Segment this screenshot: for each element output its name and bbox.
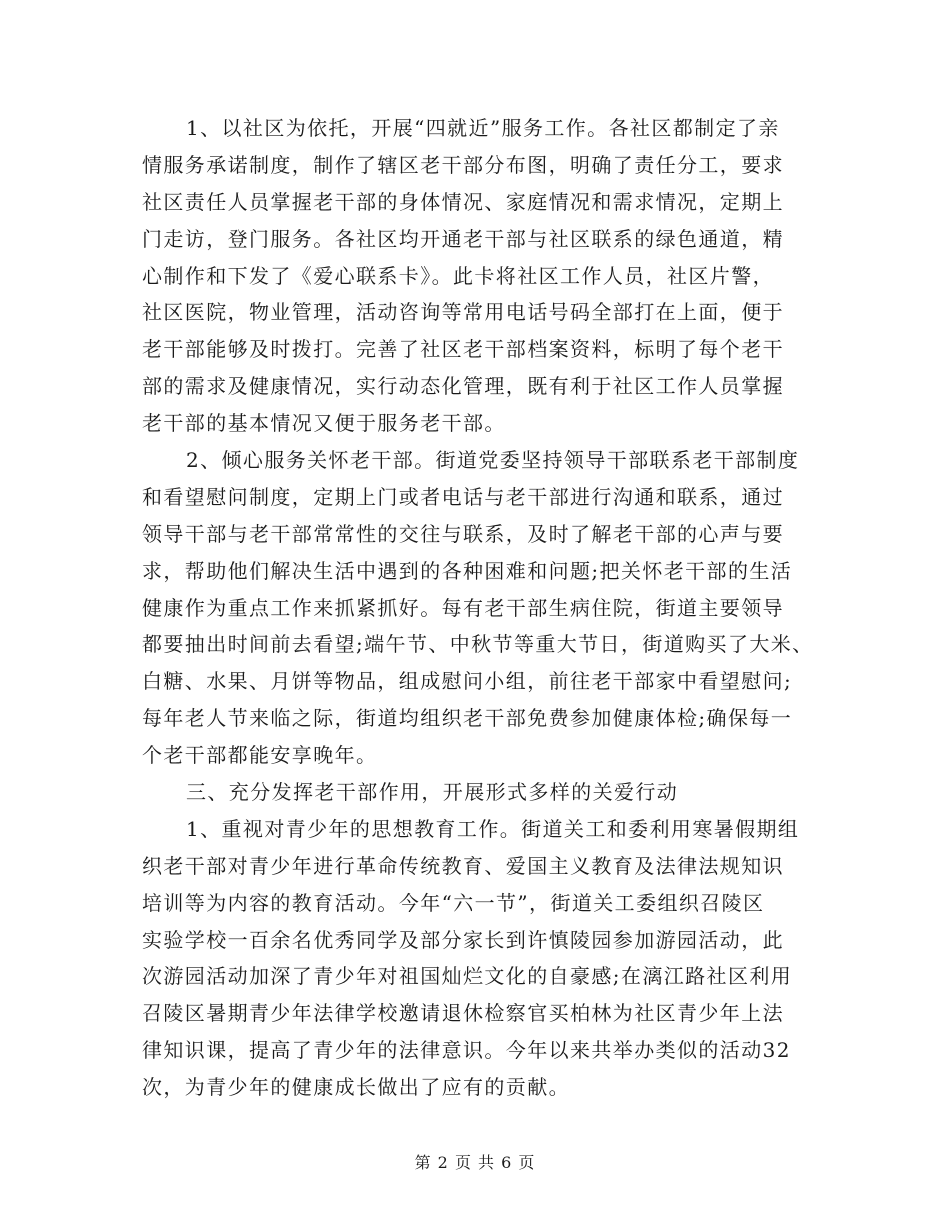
text-line: 实验学校一百余名优秀同学及部分家长到许慎陵园参加游园活动，此 (142, 927, 784, 952)
text-line: 织老干部对青少年进行革命传统教育、爱国主义教育及法律法规知识 (142, 853, 784, 878)
text-line: 律知识课，提高了青少年的法律意识。今年以来共举办类似的活动32 (142, 1038, 791, 1063)
text-line: 情服务承诺制度，制作了辖区老干部分布图，明确了责任分工，要求 (142, 152, 784, 177)
text-line: 培训等为内容的教育活动。今年“六一节”，街道关工委组织召陵区 (142, 890, 765, 915)
page-number-footer: 第 2 页 共 6 页 (414, 1153, 536, 1172)
paragraph (142, 442, 822, 774)
text-line: 社区医院，物业管理，活动咨询等常用电话号码全部打在上面，便于 (142, 300, 784, 325)
section-heading (142, 774, 822, 811)
text-line: 社区责任人员掌握老干部的身体情况、家庭情况和需求情况，定期上 (142, 189, 784, 214)
paragraph (142, 811, 822, 1106)
text-line: 1、以社区为依托，开展“四就近”服务工作。各社区都制定了亲 (186, 116, 780, 140)
text-line: 个老干部都能安享晚年。 (142, 743, 378, 768)
text-line: 召陵区暑期青少年法律学校邀请退休检察官买柏林为社区青少年上法 (142, 1001, 784, 1026)
text-line: 部的需求及健康情况，实行动态化管理，既有利于社区工作人员掌握 (142, 374, 784, 399)
text-line: 次游园活动加深了青少年对祖国灿烂文化的自豪感;在漓江路社区利用 (142, 964, 793, 989)
text-line: 门走访，登门服务。各社区均开通老干部与社区联系的绿色通道，精 (142, 226, 784, 251)
document-body (142, 110, 822, 1106)
heading-line: 三、充分发挥老干部作用，开展形式多样的关爱行动 (186, 780, 679, 805)
text-line: 老干部能够及时拨打。完善了社区老干部档案资料，标明了每个老干 (142, 337, 784, 362)
text-line: 领导干部与老干部常常性的交往与联系，及时了解老干部的心声与要 (142, 521, 784, 546)
paragraph (142, 110, 822, 442)
text-line: 心制作和下发了《爱心联系卡》。此卡将社区工作人员，社区片警， (142, 263, 774, 288)
text-line: 求，帮助他们解决生活中遇到的各种困难和问题;把关怀老干部的生活 (142, 558, 793, 583)
text-line: 都要抽出时间前去看望;端午节、中秋节等重大节日，街道购买了大米、 (142, 632, 814, 657)
text-line: 2、倾心服务关怀老干部。街道党委坚持领导干部联系老干部制度 (186, 448, 800, 473)
text-line: 1、重视对青少年的思想教育工作。街道关工和委利用寒暑假期组 (186, 816, 800, 841)
text-line: 次，为青少年的健康成长做出了应有的贡献。 (142, 1075, 570, 1100)
text-line: 白糖、水果、月饼等物品，组成慰问小组，前往老干部家中看望慰问; (142, 669, 793, 694)
text-line: 老干部的基本情况又便于服务老干部。 (142, 411, 506, 436)
text-line: 健康作为重点工作来抓紧抓好。每有老干部生病住院，街道主要领导 (142, 595, 784, 620)
text-line: 和看望慰问制度，定期上门或者电话与老干部进行沟通和联系，通过 (142, 484, 784, 509)
text-line: 每年老人节来临之际，街道均组织老干部免费参加健康体检;确保每一 (142, 706, 793, 731)
